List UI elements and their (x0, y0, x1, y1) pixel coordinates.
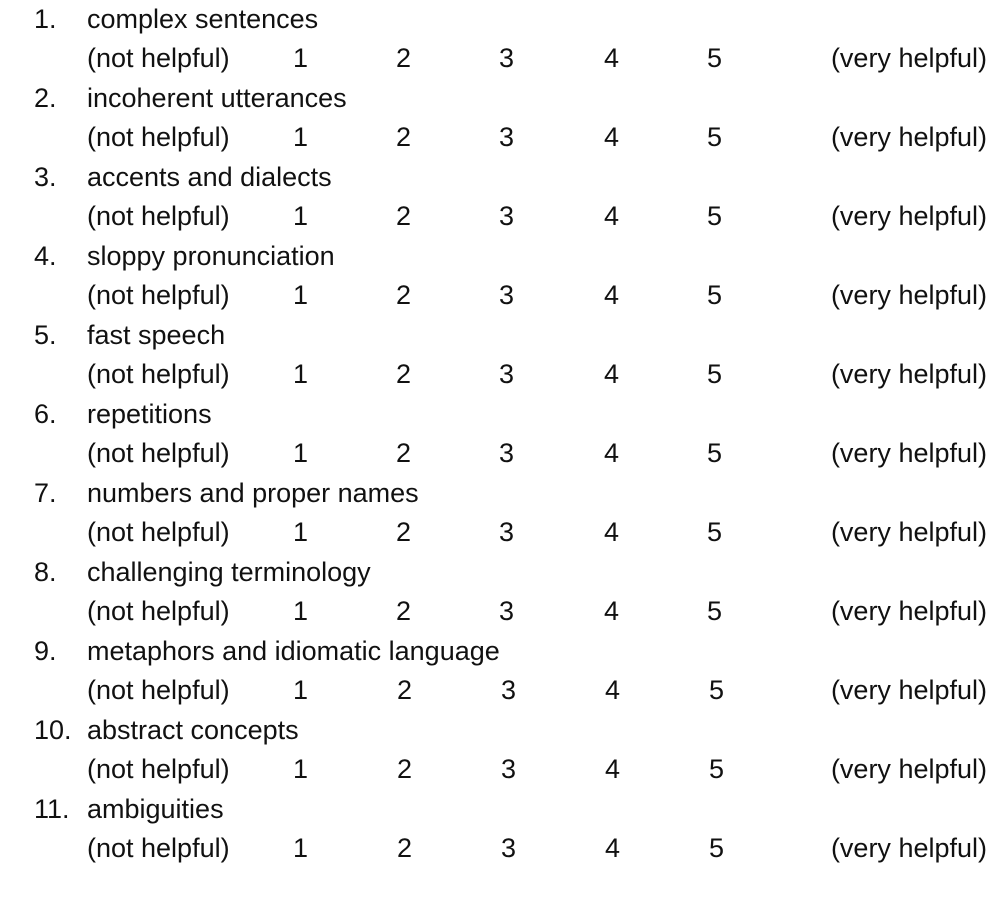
question-item (0, 316, 999, 395)
question-text: fast speech (87, 320, 226, 350)
rating-option-4[interactable]: 4 (604, 280, 620, 310)
rating-option-4[interactable]: 4 (604, 517, 620, 547)
question-item (0, 395, 999, 474)
rating-option-3[interactable]: 3 (499, 596, 515, 626)
question-number: 1. (34, 4, 57, 34)
question-item (0, 790, 999, 869)
rating-option-5[interactable]: 5 (709, 833, 725, 863)
question-header (0, 395, 999, 434)
rating-option-4[interactable]: 4 (605, 675, 621, 705)
rating-option-2[interactable]: 2 (396, 280, 412, 310)
rating-scale (0, 751, 999, 790)
rating-option-4[interactable]: 4 (605, 754, 621, 784)
rating-option-4[interactable]: 4 (604, 438, 620, 468)
rating-scale (0, 198, 999, 237)
rating-scale (0, 40, 999, 79)
rating-option-2[interactable]: 2 (397, 675, 413, 705)
rating-option-5[interactable]: 5 (707, 596, 723, 626)
rating-option-4[interactable]: 4 (604, 359, 620, 389)
rating-option-1[interactable]: 1 (293, 438, 309, 468)
rating-option-3[interactable]: 3 (499, 438, 515, 468)
question-header (0, 474, 999, 513)
rating-option-2[interactable]: 2 (396, 596, 412, 626)
question-number: 5. (34, 320, 57, 350)
scale-low-label: (not helpful) (87, 833, 230, 863)
scale-low-label: (not helpful) (87, 359, 230, 389)
question-number: 3. (34, 162, 57, 192)
scale-low-label: (not helpful) (87, 43, 230, 73)
rating-option-2[interactable]: 2 (396, 438, 412, 468)
question-header (0, 79, 999, 118)
rating-option-1[interactable]: 1 (293, 754, 309, 784)
rating-option-1[interactable]: 1 (293, 43, 309, 73)
rating-option-1[interactable]: 1 (293, 280, 309, 310)
scale-low-label: (not helpful) (87, 122, 230, 152)
rating-scale (0, 277, 999, 316)
rating-option-3[interactable]: 3 (499, 122, 515, 152)
scale-high-label: (very helpful) (830, 201, 987, 231)
question-header (0, 316, 999, 355)
rating-scale (0, 356, 999, 395)
rating-option-1[interactable]: 1 (293, 596, 309, 626)
scale-high-label: (very helpful) (830, 833, 987, 863)
question-item (0, 0, 999, 79)
scale-high-label: (very helpful) (830, 596, 987, 626)
question-text: sloppy pronunciation (87, 241, 335, 271)
rating-option-2[interactable]: 2 (397, 754, 413, 784)
rating-option-5[interactable]: 5 (707, 43, 723, 73)
scale-low-label: (not helpful) (87, 201, 230, 231)
question-header (0, 0, 999, 39)
rating-option-5[interactable]: 5 (707, 201, 723, 231)
rating-option-4[interactable]: 4 (604, 201, 620, 231)
scale-low-label: (not helpful) (87, 675, 230, 705)
rating-scale (0, 435, 999, 474)
question-text: ambiguities (87, 794, 224, 824)
question-text: challenging terminology (87, 557, 371, 587)
question-header (0, 237, 999, 276)
question-header (0, 632, 999, 671)
rating-option-3[interactable]: 3 (499, 43, 515, 73)
rating-option-5[interactable]: 5 (707, 438, 723, 468)
question-number: 9. (34, 636, 57, 666)
question-item (0, 711, 999, 790)
scale-high-label: (very helpful) (830, 675, 987, 705)
rating-option-3[interactable]: 3 (499, 517, 515, 547)
question-number: 10. (34, 715, 72, 745)
question-text: metaphors and idiomatic language (87, 636, 500, 666)
question-header (0, 158, 999, 197)
rating-option-3[interactable]: 3 (501, 754, 517, 784)
question-item (0, 237, 999, 316)
question-item (0, 474, 999, 553)
question-number: 2. (34, 83, 57, 113)
rating-option-3[interactable]: 3 (499, 201, 515, 231)
question-header (0, 790, 999, 829)
scale-high-label: (very helpful) (830, 43, 987, 73)
rating-option-5[interactable]: 5 (707, 280, 723, 310)
rating-scale (0, 514, 999, 553)
rating-option-1[interactable]: 1 (293, 517, 309, 547)
rating-option-2[interactable]: 2 (396, 359, 412, 389)
question-number: 7. (34, 478, 57, 508)
rating-option-1[interactable]: 1 (293, 833, 309, 863)
rating-option-2[interactable]: 2 (396, 517, 412, 547)
rating-option-2[interactable]: 2 (396, 122, 412, 152)
rating-option-5[interactable]: 5 (707, 517, 723, 547)
question-text: repetitions (87, 399, 212, 429)
question-header (0, 711, 999, 750)
rating-option-4[interactable]: 4 (604, 122, 620, 152)
question-number: 11. (34, 794, 70, 824)
scale-low-label: (not helpful) (87, 596, 230, 626)
question-text: incoherent utterances (87, 83, 347, 113)
question-item (0, 79, 999, 158)
rating-option-4[interactable]: 4 (604, 596, 620, 626)
scale-low-label: (not helpful) (87, 754, 230, 784)
rating-option-1[interactable]: 1 (293, 359, 309, 389)
question-text: accents and dialects (87, 162, 332, 192)
rating-option-3[interactable]: 3 (501, 833, 517, 863)
rating-option-5[interactable]: 5 (707, 359, 723, 389)
rating-option-3[interactable]: 3 (499, 280, 515, 310)
scale-low-label: (not helpful) (87, 438, 230, 468)
rating-option-1[interactable]: 1 (293, 122, 309, 152)
question-number: 4. (34, 241, 57, 271)
scale-high-label: (very helpful) (830, 517, 987, 547)
rating-option-5[interactable]: 5 (707, 122, 723, 152)
rating-option-5[interactable]: 5 (709, 675, 725, 705)
rating-option-2[interactable]: 2 (396, 201, 412, 231)
scale-high-label: (very helpful) (830, 438, 987, 468)
question-text: complex sentences (87, 4, 319, 34)
question-item (0, 553, 999, 632)
rating-option-2[interactable]: 2 (396, 43, 412, 73)
rating-option-1[interactable]: 1 (293, 201, 309, 231)
scale-high-label: (very helpful) (830, 122, 987, 152)
rating-option-2[interactable]: 2 (397, 833, 413, 863)
question-number: 8. (34, 557, 57, 587)
scale-low-label: (not helpful) (87, 517, 230, 547)
rating-option-1[interactable]: 1 (293, 675, 309, 705)
scale-low-label: (not helpful) (87, 280, 230, 310)
rating-scale (0, 119, 999, 158)
question-item (0, 158, 999, 237)
rating-scale (0, 830, 999, 869)
rating-scale (0, 593, 999, 632)
scale-high-label: (very helpful) (830, 280, 987, 310)
rating-option-4[interactable]: 4 (605, 833, 621, 863)
rating-scale (0, 672, 999, 711)
question-text: abstract concepts (87, 715, 299, 745)
question-item (0, 632, 999, 711)
rating-option-5[interactable]: 5 (709, 754, 725, 784)
question-number: 6. (34, 399, 57, 429)
scale-high-label: (very helpful) (830, 359, 987, 389)
question-text: numbers and proper names (87, 478, 419, 508)
question-header (0, 553, 999, 592)
rating-option-3[interactable]: 3 (499, 359, 515, 389)
rating-option-3[interactable]: 3 (501, 675, 517, 705)
scale-high-label: (very helpful) (830, 754, 987, 784)
rating-option-4[interactable]: 4 (604, 43, 620, 73)
